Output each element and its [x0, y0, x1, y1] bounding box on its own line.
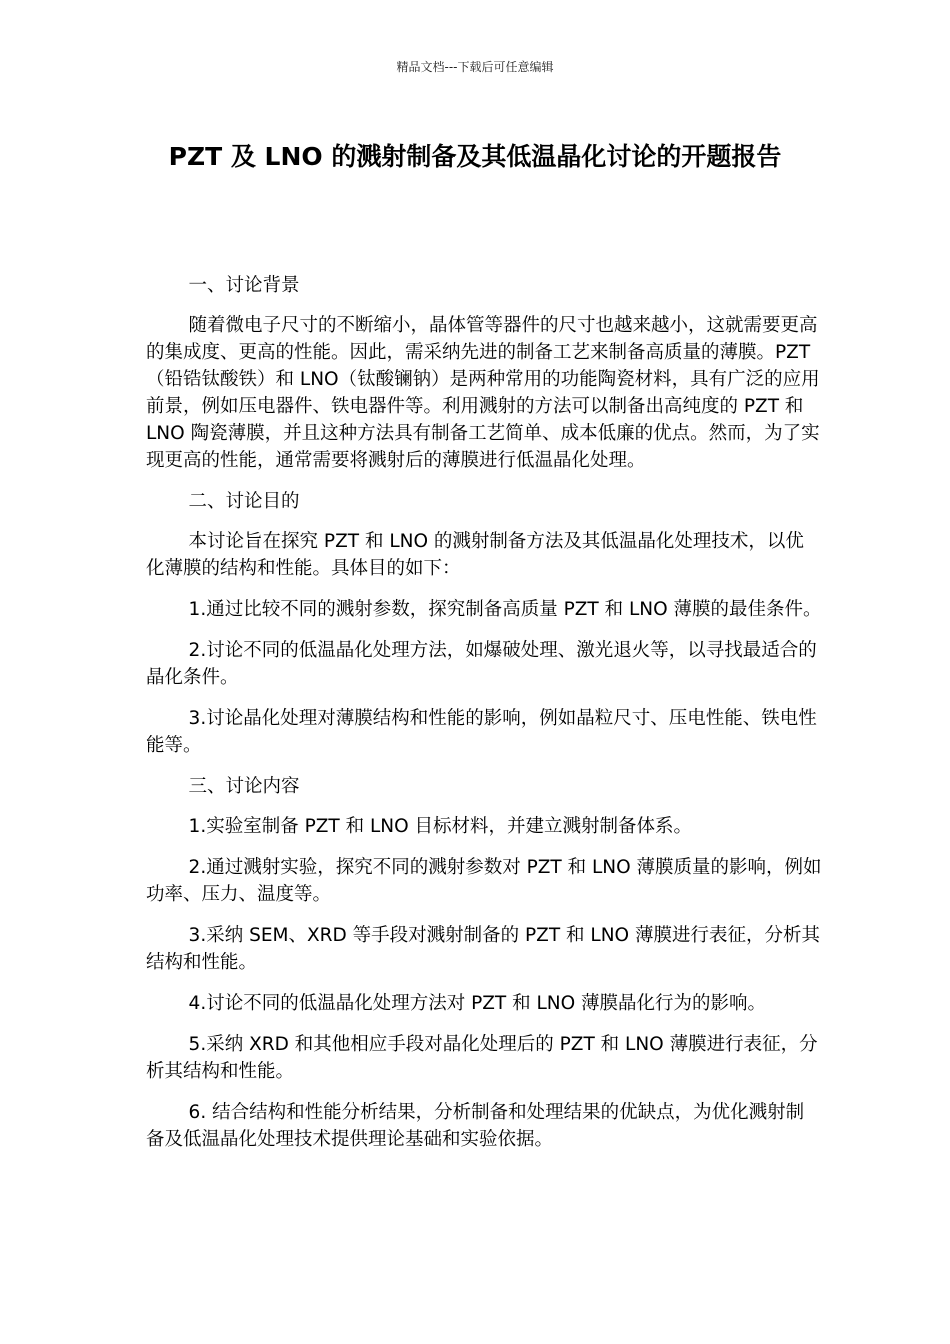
content-item: 6. 结合结构和性能分析结果，分析制备和处理结果的优缺点，为优化溅射制备及低温晶化处理技术提供理论基础和实验依据。 — [146, 1102, 805, 1150]
section-heading-purpose: 二、讨论目的 — [188, 491, 300, 512]
purpose-item: 1.通过比较不同的溅射参数，探究制备高质量 PZT 和 LNO 薄膜的最佳条件。 — [188, 599, 822, 620]
content-item: 5.采纳 XRD 和其他相应手段对晶化处理后的 PZT 和 LNO 薄膜进行表征，分析其结构和性能。 — [146, 1034, 818, 1082]
header-note: 精品文档---下载后可任意编辑 — [396, 60, 554, 74]
background-paragraph: 随着微电子尺寸的不断缩小，晶体管等器件的尺寸也越来越小，这就需要更高的集成度、更高的性能。因此，需采纳先进的制备工艺来制备高质量的薄膜。PZT（铅锆钛酸铁）和 LNO（钛酸镧钠）是两种常用的功能陶瓷材料，具有广泛的应用前景，例如压电器件、铁电器件等。利用溅射的方法可以制备出高纯度的 PZT 和 LNO 陶瓷薄膜，并且这种方法具有制备工艺简单、成本低廉的优点。然而，为了实现更高的性能，通常需要将溅射后的薄膜进行低温晶化处理。 — [146, 315, 820, 471]
content-item: 4.讨论不同的低温晶化处理方法对 PZT 和 LNO 薄膜晶化行为的影响。 — [188, 993, 767, 1014]
document-body — [146, 272, 822, 1167]
section-heading-content: 三、讨论内容 — [188, 776, 300, 797]
purpose-item: 2.讨论不同的低温晶化处理方法，如爆破处理、激光退火等，以寻找最适合的晶化条件。 — [146, 640, 817, 688]
content-item: 1.实验室制备 PZT 和 LNO 目标材料，并建立溅射制备体系。 — [188, 816, 693, 837]
section-heading-background: 一、讨论背景 — [188, 275, 300, 296]
document-title: PZT 及 LNO 的溅射制备及其低温晶化讨论的开题报告 — [168, 142, 782, 171]
purpose-intro: 本讨论旨在探究 PZT 和 LNO 的溅射制备方法及其低温晶化处理技术，以优化薄膜的结构和性能。具体目的如下： — [146, 531, 804, 579]
purpose-item: 3.讨论晶化处理对薄膜结构和性能的影响，例如晶粒尺寸、压电性能、铁电性能等。 — [146, 708, 817, 756]
content-item: 3.采纳 SEM、XRD 等手段对溅射制备的 PZT 和 LNO 薄膜进行表征，分析其结构和性能。 — [146, 925, 820, 973]
content-item: 2.通过溅射实验，探究不同的溅射参数对 PZT 和 LNO 薄膜质量的影响，例如功率、压力、温度等。 — [146, 857, 822, 905]
